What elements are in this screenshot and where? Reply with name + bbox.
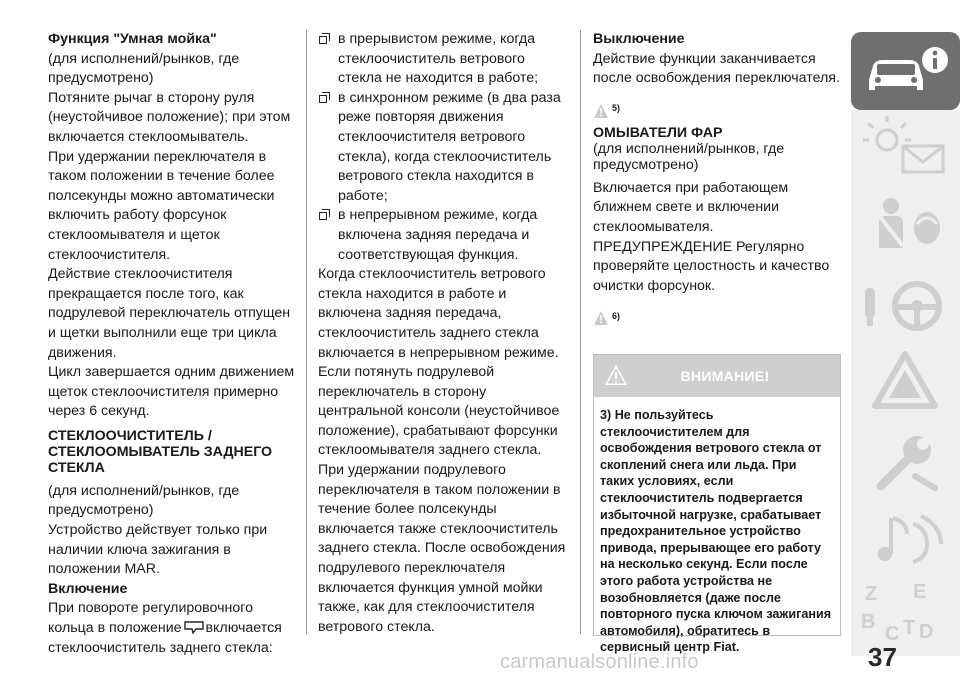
heading-switch-off: Выключение xyxy=(593,31,685,47)
bullet-icon xyxy=(318,92,332,104)
paragraph: (для исполнений/рынков, где предусмотрено) xyxy=(48,50,240,87)
list-item xyxy=(318,89,570,207)
list-item-text: в непрерывном режиме, когда включена задняя передача и соответствующая функция. xyxy=(338,207,538,263)
heading-smart-wash: Функция "Умная мойка" xyxy=(48,31,217,47)
paragraph-ring-position xyxy=(48,599,298,658)
warning-triangle-icon[interactable] xyxy=(851,344,960,422)
paragraph: Когда стеклоочиститель ветрового стекла находится в работе и включена задняя передача, стеклоочиститель заднего стекла включается в непрерывном режиме. xyxy=(318,266,559,361)
heading-rear-wiper: СТЕКЛООЧИСТИТЕЛЬ / СТЕКЛООМЫВАТЕЛЬ ЗАДНЕГО СТЕКЛА xyxy=(48,427,273,476)
paragraph: Цикл завершается одним движением щеток стеклоочистителя примерно через 6 секунд. xyxy=(48,364,295,420)
heading-switch-on: Включение xyxy=(48,580,128,597)
side-tabs xyxy=(851,32,960,645)
seatbelt-airbag-icon[interactable] xyxy=(851,188,960,266)
paragraph: Если потянуть подрулевой переключатель в сторону центральной консоли (неустойчивое положение), срабатывают форсунки стеклоомывателя заднего стекла. xyxy=(318,364,560,459)
paragraph: Устройство действует только при наличии ключа зажигания в положении MAR. xyxy=(48,522,268,578)
heading-headlamp-washers: ОМЫВАТЕЛИ ФАР xyxy=(593,124,723,141)
warning-triangle-icon xyxy=(593,310,609,326)
warning-reference xyxy=(593,304,841,326)
list-item-text: в прерывистом режиме, когда стеклоочиститель ветрового стекла не находится в работе; xyxy=(338,31,539,87)
paragraph: При удержании переключателя в таком положении в течение более полсекунды можно автоматически включить работу форсунок стеклоомывателя и щеток стеклоочистителя. xyxy=(48,148,275,263)
paragraph: (для исполнений/рынков, где предусмотрено) xyxy=(593,140,785,173)
paragraph: (для исполнений/рынков, где предусмотрено) xyxy=(48,482,240,519)
index-letter: E xyxy=(913,581,927,603)
reference-number: 5) xyxy=(612,103,621,114)
watermark: carmanualsonline.info xyxy=(500,651,699,673)
paragraph: При удержании подрулевого переключателя в таком положении в течение более полсекунды включается также стеклоочиститель заднего стекла. После освобождения подрулевого переключателя включается функция умной мойки также, как для стеклоочистителя ветрового стекла. xyxy=(318,462,566,635)
index-letter: C xyxy=(885,623,900,645)
index-letter: T xyxy=(903,617,916,639)
paragraph: Потяните рычаг в сторону руля (неустойчивое положение); при этом включается стеклоомыватель. xyxy=(48,89,291,145)
page-number: 37 xyxy=(868,642,897,672)
index-letter: B xyxy=(861,611,876,633)
rear-wiper-text: включается стеклоочиститель заднего стекла: xyxy=(48,620,282,656)
ring-position-text: При повороте регулировочного кольца в положение xyxy=(48,600,253,637)
paragraph: Действие функции заканчивается после освобождения переключателя. xyxy=(593,50,840,87)
column-divider xyxy=(306,30,307,634)
paragraph: ПРЕДУПРЕЖДЕНИЕ Регулярно проверяйте целостность и качество очистки форсунок. xyxy=(593,238,830,294)
attention-header xyxy=(594,355,840,397)
warning-lights-icon[interactable] xyxy=(851,110,960,188)
bullet-icon xyxy=(318,209,332,221)
paragraph: Действие стеклоочистителя прекращается после того, как подрулевой переключатель отпущен и щетки выполнили еще три цикла движения. xyxy=(48,266,291,361)
column-1 xyxy=(48,30,298,658)
list-item xyxy=(318,206,570,265)
attention-box xyxy=(593,354,841,655)
music-icon[interactable] xyxy=(851,500,960,578)
index-letter: Z xyxy=(865,583,878,605)
warning-reference xyxy=(593,97,841,119)
wrench-icon[interactable] xyxy=(851,422,960,500)
steering-wheel-icon[interactable] xyxy=(851,266,960,344)
index-letter: D xyxy=(919,621,934,643)
attention-title: ВНИМАНИЕ! xyxy=(680,368,770,384)
reference-number: 6) xyxy=(612,310,621,321)
list-item xyxy=(318,30,570,89)
column-2 xyxy=(318,30,570,637)
car-info-icon[interactable] xyxy=(851,32,960,110)
column-divider xyxy=(580,30,581,634)
warning-triangle-icon xyxy=(604,364,628,386)
attention-text: 3) Не пользуйтесь стеклоочистителем для освобождения ветрового стекла от скоплений снега или льда. При таких условиях, если стеклоочиститель подвергается избыточной нагрузке, срабатывает предохранительное устройство привода, прерывающее его работу на несколько секунд. Если после этого работа устройства не возобновляется (даже после повторного пуска ключом зажигания автомобиля), обратитесь в сервисный центр Fiat. xyxy=(600,408,832,655)
warning-triangle-icon xyxy=(593,103,609,119)
list-item-text: в синхронном режиме (в два раза реже повторяя движения стеклоочистителя ветрового стекла), когда стеклоочиститель ветрового стекла находится в работе; xyxy=(338,89,561,204)
paragraph: Включается при работающем ближнем свете и включении стеклоомывателя. xyxy=(593,179,789,235)
column-3 xyxy=(593,30,841,332)
bullet-icon xyxy=(318,33,332,45)
rear-wiper-symbol-icon xyxy=(183,620,205,634)
